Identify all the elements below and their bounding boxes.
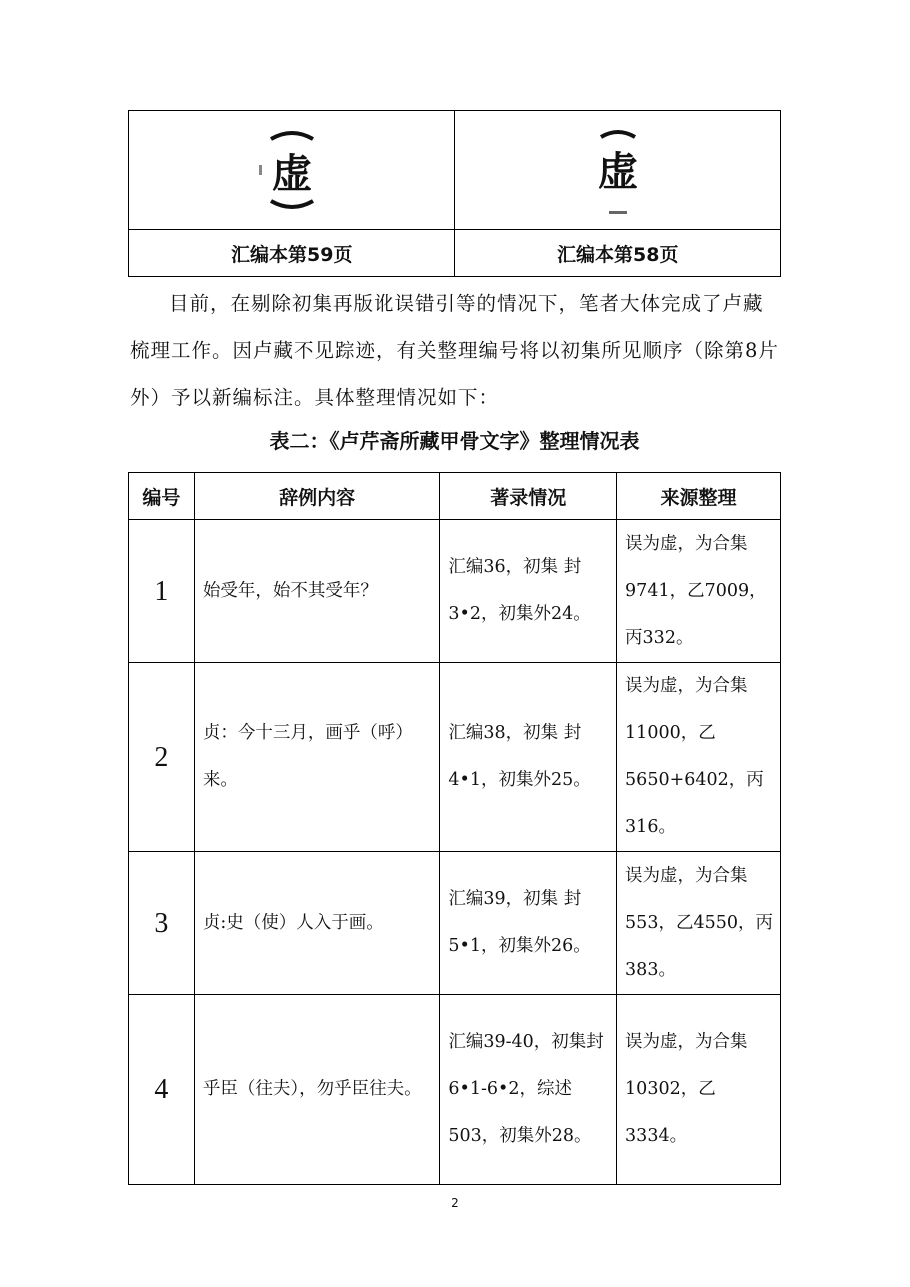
caption-left: 汇编本第59页 xyxy=(129,230,455,277)
row-record: 汇编39，初集 封5•1，初集外26。 xyxy=(440,852,617,995)
caption-right: 汇编本第58页 xyxy=(455,230,781,277)
row-id: 3 xyxy=(129,852,195,995)
row-content: 贞:史（使）人入于画。 xyxy=(194,852,440,995)
seal-image-left xyxy=(129,111,455,230)
seal-image-right xyxy=(455,111,781,230)
row-id: 2 xyxy=(129,663,195,852)
row-content: 始受年，始不其受年？ xyxy=(194,520,440,663)
table-header-row xyxy=(129,473,781,520)
body-paragraph: 目前，在剔除初集再版讹误错引等的情况下，笔者大体完成了卢藏梳理工作。因卢藏不见踪迹，有关整理编号将以初集所见顺序（除第8片外）予以新编标注。具体整理情况如下： xyxy=(130,292,779,409)
row-content: 贞：今十三月，画乎（呼）来。 xyxy=(194,663,440,852)
seal-comparison-table xyxy=(128,110,781,277)
row-content: 乎臣（往夫），勿乎臣往夫。 xyxy=(194,995,440,1185)
row-source: 误为虚，为合集9741，乙7009，丙332。 xyxy=(617,520,781,663)
row-id: 1 xyxy=(129,520,195,663)
arrangement-table xyxy=(128,472,781,1185)
table-row xyxy=(129,520,781,663)
table-title: 表二：《卢芹斋所藏甲骨文字》整理情况表 xyxy=(269,429,640,453)
row-record: 汇编39-40，初集封6•1-6•2，综述503，初集外28。 xyxy=(440,995,617,1185)
row-record: 汇编36，初集 封3•2，初集外24。 xyxy=(440,520,617,663)
header-id: 编号 xyxy=(129,473,195,520)
table-row xyxy=(129,995,781,1185)
svg-text:虚: 虚 xyxy=(271,151,312,197)
table-row xyxy=(129,663,781,852)
row-source: 误为虚，为合集10302，乙3334。 xyxy=(617,995,781,1185)
row-source: 误为虚，为合集11000，乙5650+6402，丙316。 xyxy=(617,663,781,852)
row-id: 4 xyxy=(129,995,195,1185)
header-content: 辞例内容 xyxy=(194,473,440,520)
table-row xyxy=(129,852,781,995)
seal-glyph-right xyxy=(583,125,653,215)
page-number: 2 xyxy=(451,1196,459,1210)
header-source: 来源整理 xyxy=(617,473,781,520)
row-record: 汇编38，初集 封4•1，初集外25。 xyxy=(440,663,617,852)
header-record: 著录情况 xyxy=(440,473,617,520)
svg-text:虚: 虚 xyxy=(597,149,638,195)
row-source: 误为虚，为合集553，乙4550，丙383。 xyxy=(617,852,781,995)
seal-glyph-left xyxy=(257,125,327,215)
